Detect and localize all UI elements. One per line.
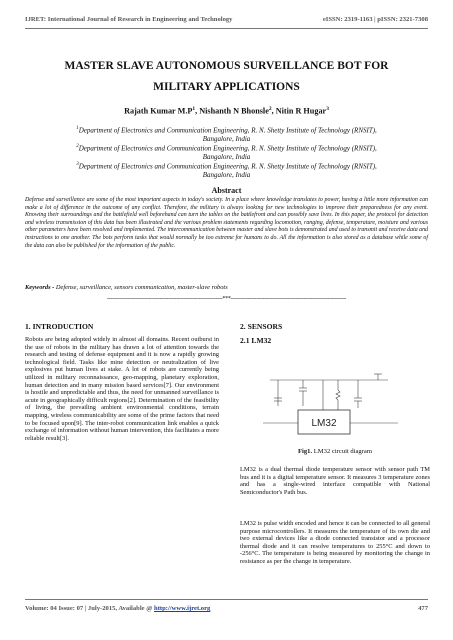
volume-info: Volume: 04 Issue: 07 | July-2015, Available @ <box>25 605 155 612</box>
issn: eISSN: 2319-1163 | pISSN: 2321-7308 <box>322 16 428 23</box>
affiliation-3-line-2: Bangalore, India <box>202 170 251 179</box>
affiliation-1-sup: 1 <box>76 126 79 131</box>
running-header <box>25 16 428 23</box>
keywords-text: Defense, surveillance, sensors communication, master-slave robots <box>54 284 228 291</box>
affiliation-3-sup: 3 <box>76 162 79 167</box>
author-2: Nishanth N Bhonsle <box>199 106 269 116</box>
paper-title-line-2: MILITARY APPLICATIONS <box>153 81 300 93</box>
lm32-chip-label: LM32 <box>311 418 337 429</box>
section-heading-sensors: 2. SENSORS <box>240 322 283 331</box>
keywords-label: Keywords - <box>25 284 55 291</box>
affiliation-2-line-1: Department of Electronics and Communication Engineering, R. N. Shetty Institute of Technology (RNSIT), <box>78 144 377 153</box>
keywords <box>25 284 428 291</box>
author-1-sup: 1 <box>192 106 196 112</box>
affiliation-1 <box>25 125 428 144</box>
author-separator-2: , <box>271 106 276 116</box>
header-rule <box>25 28 428 29</box>
journal-link[interactable]: http://www.ijret.org <box>154 605 211 612</box>
figure-caption-label: Fig1. <box>298 448 313 455</box>
affiliation-3-line-1: Department of Electronics and Communication Engineering, R. N. Shetty Institute of Technology (RNSIT), <box>78 162 377 171</box>
affiliation-2-sup: 2 <box>76 144 79 149</box>
journal-name: IJRET: International Journal of Research in Engineering and Technology <box>25 16 233 23</box>
section-separator: --------------------------------------------------------------------***-------------------------------------------------------------------- <box>106 296 347 302</box>
affiliation-2 <box>25 143 428 162</box>
figure-caption <box>240 448 430 455</box>
lm32-paragraph-2: LM32 is pulse width encoded and hence it can be connected to all general purpose microcontrollers. It measures the temperature of its own die and two external devices like a diode connected transistor and a processor thermal diode and it can resolve temperatures to 255°C and down to -256°C. The temperature is being measured by monitoring the change in resistance as per the change in temperature. <box>240 520 430 565</box>
author-list <box>25 106 428 116</box>
lm32-paragraph-1: LM32 is a dual thermal diode temperature sensor with sensor path TM bus and it is a digital temperature sensor. It measures 3 temperature zones and has a single-wired interface compatible with National Semiconductor's Path bus. <box>240 466 430 496</box>
affiliation-3 <box>25 161 428 180</box>
affiliation-1-line-2: Bangalore, India <box>202 134 251 143</box>
affiliation-1-line-1: Department of Electronics and Communication Engineering, R. N. Shetty Institute of Technology (RNSIT), <box>78 126 377 135</box>
subsection-heading-lm32: 2.1 LM32 <box>240 336 272 345</box>
paper-title-line-1: MASTER SLAVE AUTONOMOUS SURVEILLANCE BOT FOR <box>64 60 389 72</box>
footer-rule <box>25 599 428 600</box>
abstract-heading: Abstract <box>211 186 242 195</box>
page-number: 477 <box>418 605 428 612</box>
author-2-sup: 2 <box>268 106 272 112</box>
author-1: Rajath Kumar M.P <box>124 106 193 116</box>
lm32-circuit-diagram <box>258 368 408 438</box>
figure-caption-text: LM32 circuit diagram <box>312 448 372 455</box>
affiliation-2-line-2: Bangalore, India <box>202 152 251 161</box>
introduction-text: Robots are being adopted widely in almost all domains. Recent outburst in the use of robots in the military has drawn a lot of attention towards the research and testing of defense equipment and it is now a rapidly growing technological field. Tasks like mine detection or neutralization of live explosives put human lives at stake. A lot of robots are currently being utilized in military reconnaissance, geo-mapping, planetary exploration, human detection and in many mission based services[7]. Our environment is hostile and unpredictable and thus, the need for unmanned surveillance is acute in geographically difficult regions[2]. Determination of the feasibility of living, the prevailing ambient environmental conditions, terrain mapping, wireless communicability are some of the prime factors that need to be focused upon[9]. The inter-robot communication link enables a quick exchange of information without human intervention, this facilitates a more reliable result[3]. <box>25 336 219 442</box>
author-separator-1: , <box>195 106 200 116</box>
author-3: Nitin R Hugar <box>275 106 327 116</box>
author-3-sup: 3 <box>326 106 329 112</box>
abstract-text: Defense and surveillance are some of the most important aspects in today's society. In a place where knowledge translates to power, having a little more information can make a lot of difference in the outcome of any conflict. Therefore, the military is always looking for new technologies to improve their preparedness for any event. Knowing their surroundings and the battlefield well beforehand can turn the tables on the battlefront and can possibly save lives. In this paper, the protocol for detection and wireless transmission of this data has been illustrated and the various problem statements regarding locomotion, ranging, defense, temperature, moisture and various other parameters have been resolved and implemented. The intercommunication between master and slave bots is demonstrated and used to transmit and receive data and instructions to one another. The bots perform tasks that would normally be too extreme for humans to do. All the information is also stored as a database while some of the data can also be published for the information of the public. <box>25 197 428 249</box>
running-footer <box>25 605 428 612</box>
section-heading-introduction: 1. INTRODUCTION <box>25 322 94 331</box>
